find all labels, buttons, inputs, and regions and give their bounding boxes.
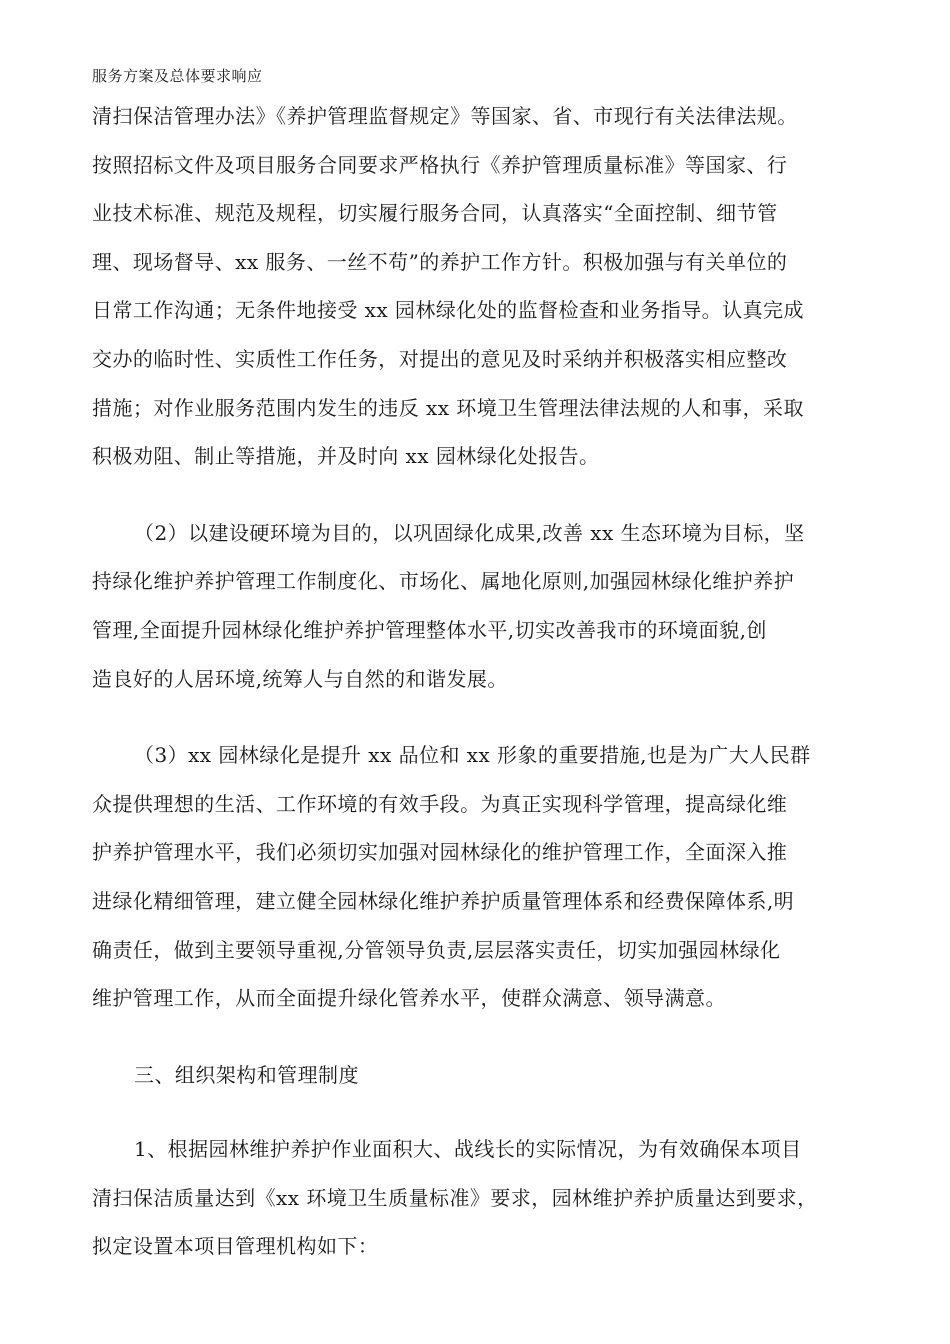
- paragraph-continuation: [92, 94, 862, 483]
- text-line: 交办的临时性、实质性工作任务，对提出的意见及时采纳并积极落实相应整改: [92, 346, 788, 371]
- text-line: 管理,全面提升园林绿化维护养护管理整体水平,切实改善我市的环境面貌,创: [92, 617, 767, 642]
- paragraph-item-3: [92, 733, 862, 1025]
- text-line-first: （2）以建设硬环境为目的，以巩固绿化成果,改善 xx 生态环境为目标，坚: [134, 520, 805, 545]
- text-line: 众提供理想的生活、工作环境的有效手段。为真正实现科学管理，提高绿化维: [92, 791, 788, 816]
- text-line: 造良好的人居环境,统筹人与自然的和谐发展。: [92, 666, 508, 691]
- text-line: 理、现场督导、xx 服务、一丝不苟”的养护工作方针。积极加强与有关单位的: [92, 249, 788, 274]
- paragraph-item-1: [92, 1127, 862, 1273]
- text-line-first: 1、根据园林维护养护作业面积大、战线长的实际情况，为有效确保本项目: [134, 1137, 802, 1162]
- text-line: 拟定设置本项目管理机构如下：: [92, 1234, 379, 1259]
- text-line: 护养护管理水平，我们必须切实加强对园林绿化的维护管理工作，全面深入推: [92, 840, 788, 865]
- paragraph-spacer: [92, 483, 862, 511]
- text-line: 维护管理工作，从而全面提升绿化管养水平，使群众满意、领导满意。: [92, 986, 726, 1011]
- running-header: 服务方案及总体要求响应: [92, 67, 263, 85]
- section-heading-text: 三、组织架构和管理制度: [134, 1062, 359, 1087]
- text-line: 按照招标文件及项目服务合同要求严格执行《养护管理质量标准》等国家、行: [92, 152, 788, 177]
- text-line: 清扫保洁管理办法》《养护管理监督规定》等国家、省、市现行有关法律法规。: [92, 104, 798, 128]
- text-line: 持绿化维护养护管理工作制度化、市场化、属地化原则,加强园林绿化维护养护: [92, 569, 795, 594]
- section-heading: [92, 1053, 862, 1102]
- text-line: 确责任，做到主要领导重视,分管领导负责,层层落实责任，切实加强园林绿化: [92, 937, 781, 962]
- text-line: 积极劝阻、制止等措施，并及时向 xx 园林绿化处报告。: [92, 444, 600, 469]
- paragraph-spacer: [92, 1101, 862, 1127]
- text-line: 业技术标准、规范及规程，切实履行服务合同，认真落实“全面控制、细节管: [92, 201, 778, 226]
- text-line-first: （3）xx 园林绿化是提升 xx 品位和 xx 形象的重要措施,也是为广大人民群: [134, 743, 811, 768]
- paragraph-spacer: [92, 705, 862, 733]
- document-body: [92, 94, 862, 1273]
- paragraph-spacer: [92, 1025, 862, 1053]
- text-line: 进绿化精细管理，建立健全园林绿化维护养护质量管理体系和经费保障体系,明: [92, 888, 795, 913]
- paragraph-item-2: [92, 511, 862, 705]
- text-line: 清扫保洁质量达到《xx 环境卫生质量标准》要求，园林维护养护质量达到要求，: [92, 1185, 818, 1210]
- text-line: 措施；对作业服务范围内发生的违反 xx 环境卫生管理法律法规的人和事，采取: [92, 395, 804, 420]
- text-line: 日常工作沟通；无条件地接受 xx 园林绿化处的监督检查和业务指导。认真完成: [92, 298, 804, 323]
